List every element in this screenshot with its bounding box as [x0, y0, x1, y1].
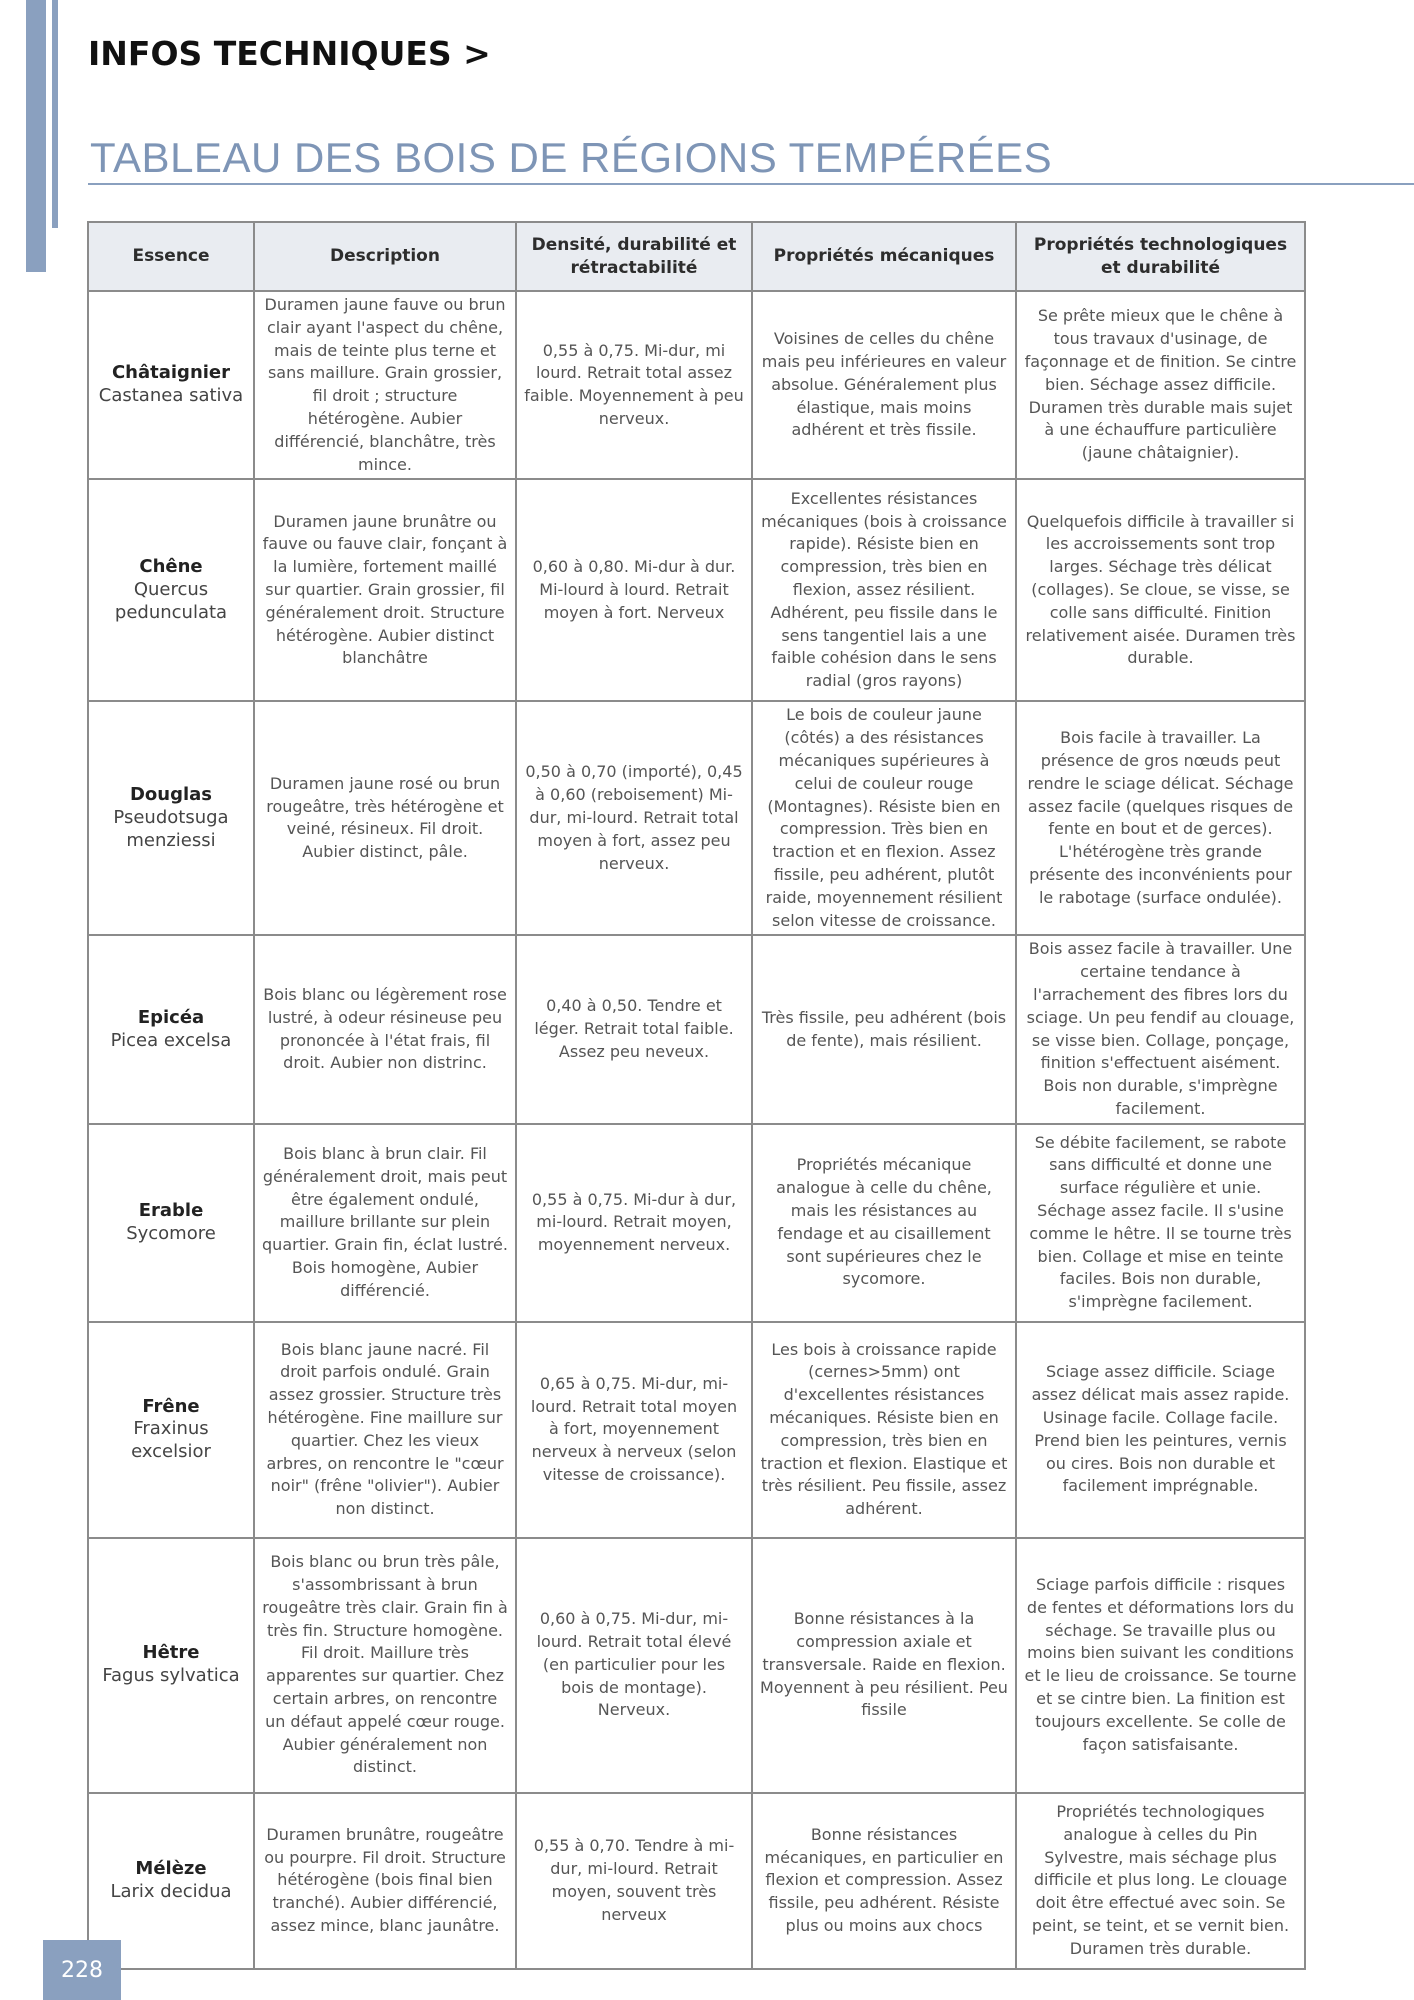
page-number: 228 [43, 1940, 121, 2000]
technological-cell: Propriétés technologiques analogue à celles du Pin Sylvestre, mais séchage plus difficile et plus long. Le clouage doit être effectué avec soin. Se peint, se teint, et se vernit bien. Duramen très durable. [1016, 1793, 1305, 1969]
column-header-density: Densité, durabilité et rétractabilité [516, 222, 752, 291]
technological-cell: Se prête mieux que le chêne à tous travaux d'usinage, de façonnage et de finition. Se cintre bien. Séchage assez difficile. Duramen très durable mais sujet à une échauffure particulière (jaune châtaignier). [1016, 291, 1305, 479]
mechanical-cell: Le bois de couleur jaune (côtés) a des résistances mécaniques supérieures à celui de couleur rouge (Montagnes). Résiste bien en compression. Très bien en traction et en flexion. Assez fissile, peu adhérent, plutôt raide, moyennement résilient selon vitesse de croissance. [752, 701, 1016, 935]
wood-table [87, 221, 1306, 1970]
density-cell: 0,55 à 0,75. Mi-dur à dur, mi-lourd. Retrait moyen, moyennement nerveux. [516, 1124, 752, 1322]
mechanical-cell: Très fissile, peu adhérent (bois de fente), mais résilient. [752, 935, 1016, 1123]
side-accent-bar [26, 0, 46, 272]
technological-cell: Sciage assez difficile. Sciage assez délicat mais assez rapide. Usinage facile. Collage facile. Prend bien les peintures, vernis ou cires. Bois non durable et facilement imprégnable. [1016, 1322, 1305, 1538]
table-row [88, 479, 1305, 701]
essence-name: Frêne [142, 1395, 200, 1417]
table-row [88, 291, 1305, 479]
density-cell: 0,60 à 0,80. Mi-dur à dur. Mi-lourd à lourd. Retrait moyen à fort. Nerveux [516, 479, 752, 701]
description-cell: Bois blanc ou brun très pâle, s'assombrissant à brun rougeâtre très clair. Grain fin à très fin. Structure homogène. Fil droit. Maillure très apparentes sur quartier. Chez certain arbres, on rencontre un défaut appelé cœur rouge. Aubier généralement non distinct. [254, 1538, 516, 1793]
table-row [88, 1793, 1305, 1969]
table-row [88, 701, 1305, 935]
essence-cell [88, 479, 254, 701]
title-underline [88, 183, 1414, 185]
essence-latin-name: Pseudotsuga menziessi [113, 806, 229, 851]
essence-cell [88, 935, 254, 1123]
table-row [88, 935, 1305, 1123]
column-header-description: Description [254, 222, 516, 291]
mechanical-cell: Les bois à croissance rapide (cernes>5mm) ont d'excellentes résistances mécaniques. Résiste bien en compression, très bien en traction et flexion. Elastique et très résilient. Peu fissile, assez adhérent. [752, 1322, 1016, 1538]
technological-cell: Sciage parfois difficile : risques de fentes et déformations lors du séchage. Se travaille plus ou moins bien suivant les conditions et le lieu de croissance. Se tourne et se cintre bien. La finition est toujours excellente. Se colle de façon satisfaisante. [1016, 1538, 1305, 1793]
essence-latin-name: Quercus pedunculata [114, 578, 228, 623]
technological-cell: Bois facile à travailler. La présence de gros nœuds peut rendre le sciage délicat. Séchage assez facile (quelques risques de fente en bout et de gerces). L'hétérogène très grande présente des inconvénients pour le rabotage (surface ondulée). [1016, 701, 1305, 935]
essence-name: Douglas [129, 784, 213, 806]
mechanical-cell: Voisines de celles du chêne mais peu inférieures en valeur absolue. Généralement plus élastique, mais moins adhérent et très fissile. [752, 291, 1016, 479]
density-cell: 0,55 à 0,70. Tendre à mi-dur, mi-lourd. Retrait moyen, souvent très nerveux [516, 1793, 752, 1969]
density-cell: 0,65 à 0,75. Mi-dur, mi-lourd. Retrait total moyen à fort, moyennement nerveux à nerveux (selon vitesse de croissance). [516, 1322, 752, 1538]
essence-latin-name: Fraxinus excelsior [131, 1418, 211, 1463]
mechanical-cell: Bonne résistances mécaniques, en particulier en flexion et compression. Assez fissile, peu adhérent. Résiste plus ou moins aux chocs [752, 1793, 1016, 1969]
column-header-essence: Essence [88, 222, 254, 291]
essence-latin-name: Fagus sylvatica [102, 1665, 240, 1687]
description-cell: Bois blanc ou légèrement rose lustré, à odeur résineuse peu prononcée à l'état frais, fil droit. Aubier non distrinc. [254, 935, 516, 1123]
density-cell: 0,40 à 0,50. Tendre et léger. Retrait total faible. Assez peu neveux. [516, 935, 752, 1123]
density-cell: 0,60 à 0,75. Mi-dur, mi-lourd. Retrait total élevé (en particulier pour les bois de montage). Nerveux. [516, 1538, 752, 1793]
technological-cell: Se débite facilement, se rabote sans difficulté et donne une surface régulière et unie. Séchage assez facile. Il s'usine comme le hêtre. Il se tourne très bien. Collage et mise en teinte faciles. Bois non durable, s'imprègne facilement. [1016, 1124, 1305, 1322]
essence-latin-name: Larix decidua [110, 1880, 232, 1902]
description-cell: Bois blanc jaune nacré. Fil droit parfois ondulé. Grain assez grossier. Structure très hétérogène. Fine maillure sur quartier. Chez les vieux arbres, on rencontre le "cœur noir" (frêne "olivier"). Aubier non distinct. [254, 1322, 516, 1538]
side-accent-line [52, 0, 58, 228]
essence-name: Chêne [139, 556, 203, 578]
essence-name: Erable [138, 1199, 204, 1221]
essence-cell [88, 1538, 254, 1793]
description-cell: Bois blanc à brun clair. Fil généralement droit, mais peut être également ondulé, maillure brillante sur plein quartier. Grain fin, éclat lustré. Bois homogène, Aubier différencié. [254, 1124, 516, 1322]
essence-latin-name: Castanea sativa [98, 385, 244, 407]
description-cell: Duramen brunâtre, rougeâtre ou pourpre. Fil droit. Structure hétérogène (bois final bien tranché). Aubier différencié, assez mince, blanc jaunâtre. [254, 1793, 516, 1969]
description-cell: Duramen jaune brunâtre ou fauve ou fauve clair, fonçant à la lumière, fortement maillé sur quartier. Grain grossier, fil généralement droit. Structure hétérogène. Aubier distinct blanchâtre [254, 479, 516, 701]
essence-name: Epicéa [137, 1006, 205, 1028]
section-header: INFOS TECHNIQUES > [88, 34, 491, 73]
mechanical-cell: Bonne résistances à la compression axiale et transversale. Raide en flexion. Moyennent à peu résilient. Peu fissile [752, 1538, 1016, 1793]
mechanical-cell: Excellentes résistances mécaniques (bois à croissance rapide). Résiste bien en compression, très bien en flexion, assez résilient. Adhérent, peu fissile dans le sens tangentiel lais a une faible cohésion dans le sens radial (gros rayons) [752, 479, 1016, 701]
column-header-technological: Propriétés technologiques et durabilité [1016, 222, 1305, 291]
table-row [88, 1124, 1305, 1322]
essence-latin-name: Sycomore [126, 1222, 216, 1244]
essence-cell [88, 291, 254, 479]
description-cell: Duramen jaune fauve ou brun clair ayant l'aspect du chêne, mais de teinte plus terne et sans maillure. Grain grossier, fil droit ; structure hétérogène. Aubier différencié, blanchâtre, très mince. [254, 291, 516, 479]
column-header-mechanical: Propriétés mécaniques [752, 222, 1016, 291]
technological-cell: Bois assez facile à travailler. Une certaine tendance à l'arrachement des fibres lors du sciage. Un peu fendif au clouage, se visse bien. Collage, ponçage, finition s'effectuent aisément. Bois non durable, s'imprègne facilement. [1016, 935, 1305, 1123]
mechanical-cell: Propriétés mécanique analogue à celle du chêne, mais les résistances au fendage et au cisaillement sont supérieures chez le sycomore. [752, 1124, 1016, 1322]
table-row [88, 1538, 1305, 1793]
essence-name: Hêtre [142, 1642, 200, 1664]
essence-latin-name: Picea excelsa [110, 1029, 232, 1051]
density-cell: 0,50 à 0,70 (importé), 0,45 à 0,60 (reboisement) Mi-dur, mi-lourd. Retrait total moyen à fort, assez peu nerveux. [516, 701, 752, 935]
table-row [88, 1322, 1305, 1538]
essence-cell [88, 1124, 254, 1322]
essence-name: Mélèze [135, 1857, 207, 1879]
description-cell: Duramen jaune rosé ou brun rougeâtre, très hétérogène et veiné, résineux. Fil droit. Aubier distinct, pâle. [254, 701, 516, 935]
essence-cell [88, 1322, 254, 1538]
table-header-row [88, 222, 1305, 291]
essence-name: Châtaignier [111, 362, 231, 384]
density-cell: 0,55 à 0,75. Mi-dur, mi lourd. Retrait total assez faible. Moyennement à peu nerveux. [516, 291, 752, 479]
page-title: TABLEAU DES BOIS DE RÉGIONS TEMPÉRÉES [90, 134, 1053, 181]
essence-cell [88, 701, 254, 935]
technological-cell: Quelquefois difficile à travailler si les accroissements sont trop larges. Séchage très délicat (collages). Se cloue, se visse, se colle sans difficulté. Finition relativement aisée. Duramen très durable. [1016, 479, 1305, 701]
